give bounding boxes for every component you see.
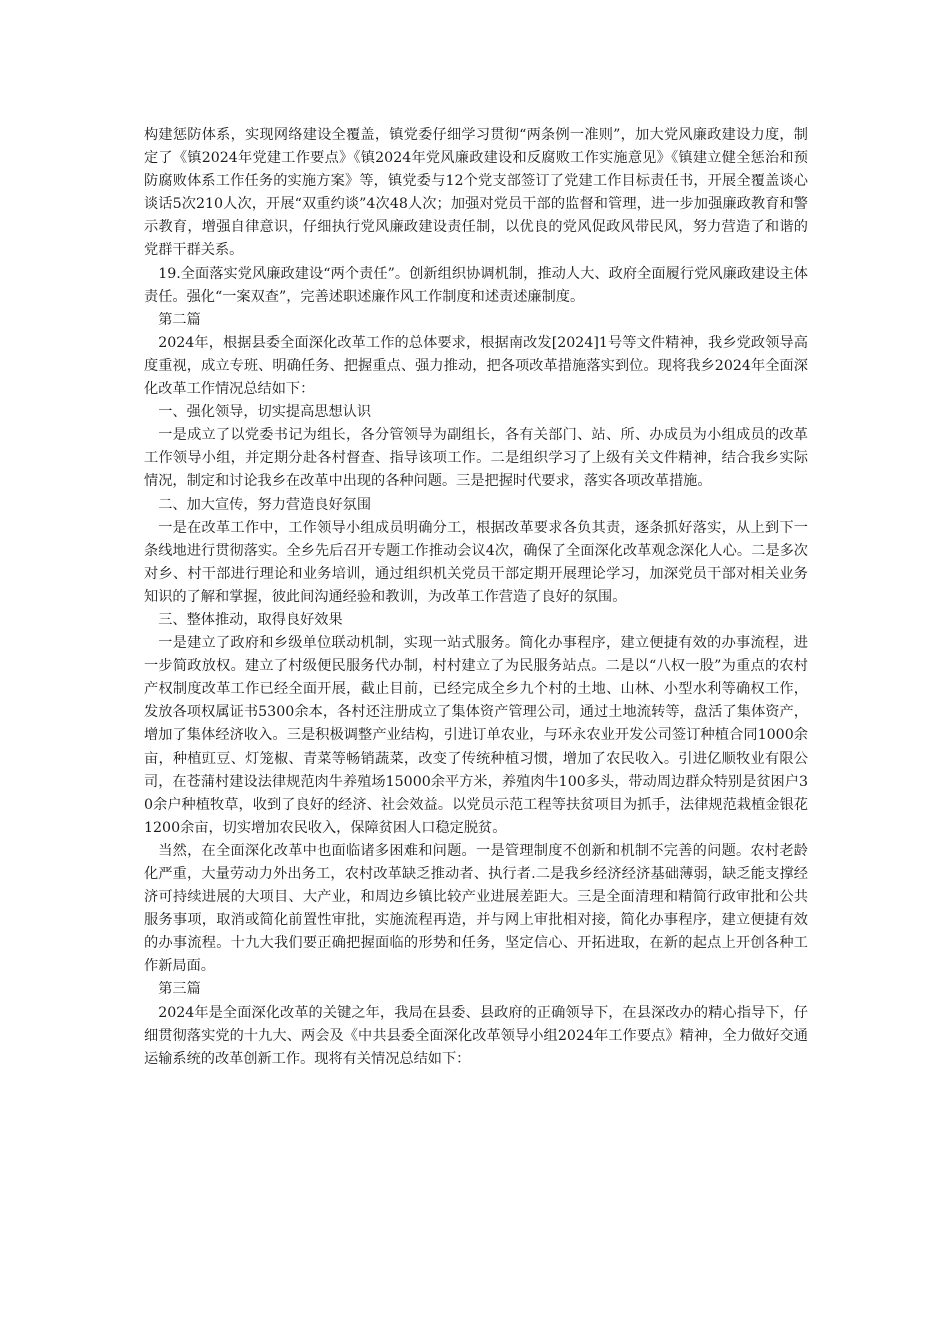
subheading-3: 三、整体推动，取得良好效果 (158, 611, 343, 628)
paragraph-section-3: 一是建立了政府和乡级单位联动机制，实现一站式服务。简化办事程序，建立便捷有效的办事流程，进一步简政放权。建立了村级便民服务代办制，村村建立了为民服务站点。二是以“八权一股”为重点的农村产权制度改革工作已经全面开展，截止目前，已经完成全乡九个村的土地、山林、小型水利等确权工作，发放各项权属证书5300余本，各村还注册成立了集体资产管理公司，通过土地流转等，盘活了集体资产，增加了集体经济收入。三是积极调整产业结构，引进订单农业，与环永农业开发公司签订种植合同1000余亩，种植豇豆、灯笼椒、青菜等畅销蔬菜，改变了传统种植习惯，增加了农民收入。引进亿顺牧业有限公司，在苍蒲村建设法律规范肉牛养殖场15000余平方米，养殖肉牛100多头，带动周边群众特别是贫困户30余户种植牧草，收到了良好的经济、社会效益。以党员示范工程等扶贫项目为抓手，法律规范栽植金银花1200余亩，切实增加农民收入，保障贫困人口稳定脱贫。 (144, 635, 808, 836)
paragraph-section-1: 一是成立了以党委书记为组长，各分管领导为副组长，各有关部门、站、所、办成员为小组成员的改革工作领导小组，并定期分赴各村督查、指导该项工作。二是组织学习了上级有关文件精神，结合我乡实际情况，制定和讨论我乡在改革中出现的各种问题。三是把握时代要求，落实各项改革措施。 (144, 427, 808, 490)
subheading-2: 二、加大宣传，努力营造良好氛围 (158, 496, 372, 513)
paragraph-section-2: 一是在改革工作中，工作领导小组成员明确分工，根据改革要求各负其责，逐条抓好落实，从上到下一条线地进行贯彻落实。全乡先后召开专题工作推动会议4次，确保了全面深化改革观念深化人心。二是多次对乡、村干部进行理论和业务培训，通过组织机关党员干部定期开展理论学习，加深党员干部对相关业务知识的了解和掌握，彼此间沟通经验和教训，为改革工作营造了良好的氛围。 (144, 519, 808, 605)
section-heading-part-3: 第三篇 (158, 981, 201, 998)
paragraph-intro-part-3: 2024年是全面深化改革的关键之年，我局在县委、县政府的正确领导下，在县深改办的精心指导下，仔细贯彻落实党的十九大、两会及《中共县委全面深化改革领导小组2024年工作要点》精神，全力做好交通运输系统的改革创新工作。现将有关情况总结如下： (144, 1004, 808, 1067)
paragraph-intro-part-2: 2024年，根据县委全面深化改革工作的总体要求，根据南改发[2024]1号等文件精神，我乡党政领导高度重视，成立专班、明确任务、把握重点、强力推动，把各项改革措施落实到位。现将我乡2024年全面深化改革工作情况总结如下： (144, 334, 808, 398)
paragraph-problems: 当然，在全面深化改革中也面临诸多困难和问题。一是管理制度不创新和机制不完善的问题。农村老龄化严重，大量劳动力外出务工，农村改革缺乏推动者、执行者.二是我乡经济经济基础薄弱，缺乏能支撑经济可持续进展的大项目、大产业，和周边乡镇比较产业进展差距大。三是全面清理和精简行政审批和公共服务事项，取消或简化前置性审批，实施流程再造，并与网上审批相对接，简化办事程序，建立便捷有效的办事流程。十九大我们要正确把握面临的形势和任务，坚定信心、开拓进取，在新的起点上开创各种工作新局面。 (144, 842, 808, 975)
document-body (144, 124, 808, 1071)
subheading-1: 一、强化领导，切实提高思想认识 (158, 404, 372, 421)
paragraph-item-19: 19.全面落实党风廉政建设“两个责任”。创新组织协调机制，推动人大、政府全面履行党风廉政建设主体责任。强化“一案双查”，完善述职述廉作风工作制度和述责述廉制度。 (144, 265, 808, 305)
paragraph-continuation: 构建惩防体系，实现网络建设全覆盖，镇党委仔细学习贯彻“两条例一准则”，加大党风廉政建设力度，制定了《镇2024年党建工作要点》《镇2024年党风廉政建设和反腐败工作实施意见》《镇建立健全惩治和预防腐败体系工作任务的实施方案》等，镇党委与12个党支部签订了党建工作目标责任书，开展全覆盖谈心谈话5次210人次，开展“双重约谈”4次48人次；加强对党员干部的监督和管理，进一步加强廉政教育和警示教育，增强自律意识，仔细执行党风廉政建设责任制，以优良的党风促政风带民风，努力营造了和谐的党群干群关系。 (144, 127, 808, 259)
section-heading-part-2: 第二篇 (158, 311, 201, 328)
